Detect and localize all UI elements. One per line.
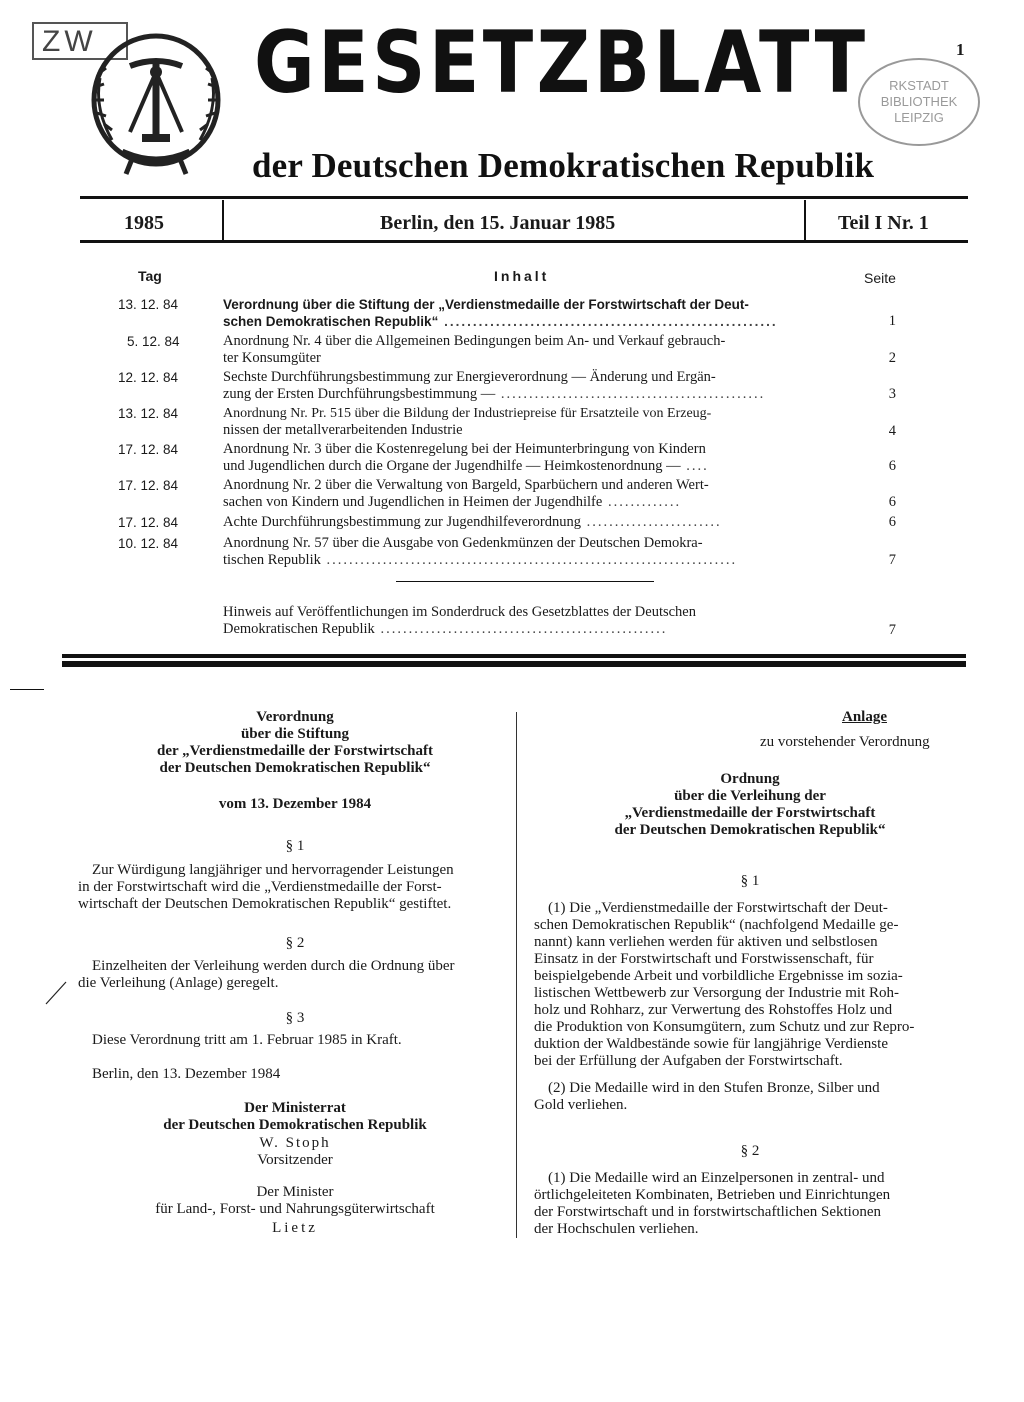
toc-date: 10. 12. 84 [118,536,179,551]
toc-title-line1: Anordnung Nr. 4 über die Allgemeinen Bedingungen beim An- und Verkauf gebrauch- [223,333,726,349]
toc-title-line2: sachen von Kindern und Jugendlichen in Heimen der Jugendhilfe [223,494,603,510]
toc-dot-leader: ................................................... [374,621,668,637]
toc-title-line2: zung der Ersten Durchführungsbestimmung — [223,386,496,402]
signature-council [70,1100,520,1134]
heading-line: Verordnung [256,709,334,725]
section-2-text [78,958,510,992]
issue-bar-top-rule [80,196,968,199]
toc-date: 12. 12. 84 [118,370,179,385]
toc-page: 6 [888,458,896,474]
toc-column-page: Seite [864,270,896,286]
text-line: beispielgebende Arbeit und vorbildliche Ergebnisse im sozia- [534,968,903,984]
toc-title-line1: Anordnung Nr. Pr. 515 über die Bildung der Industriepreise für Ersatzteile von Erzeug- [223,406,712,421]
heading-line: über die Verleihung der [674,788,826,804]
text-line: nannt) kann verliehen werden für aktiven und selbstlosen [534,934,878,950]
toc-column-day: Tag [138,268,162,284]
toc-title-line1: Anordnung Nr. 57 über die Ausgabe von Gedenkmünzen der Deutschen Demokra- [223,535,703,551]
text-line: (1) Die „Verdienstmedaille der Forstwirtschaft der Deut- [548,900,888,916]
toc-page: 7 [888,552,896,568]
toc-note-line1: Hinweis auf Veröffentlichungen im Sonderdruck des Gesetzblattes der Deutschen [223,604,696,620]
text-line: der Hochschulen verliehen. [534,1221,699,1237]
toc-page: 3 [888,386,896,402]
annex-section-1-para-2 [534,1080,966,1114]
text-line: wirtschaft der Deutschen Demokratischen Republik“ gestiftet. [78,896,452,912]
text-line: der Forstwirtschaft und in forstwirtschaftlichen Sektionen [534,1204,882,1220]
heading-line: Ordnung [720,771,780,787]
state-emblem-icon [86,28,226,178]
toc-dot-leader: ......................................................................... [320,552,738,568]
page-number: 1 [956,40,965,59]
section-2-label: § 2 [285,935,305,951]
text-line: Zur Würdigung langjähriger und hervorragender Leistungen [92,862,454,878]
toc-page: 2 [888,350,896,366]
toc-title-line2: tischen Republik [223,552,321,568]
text-line: Einzelheiten der Verleihung werden durch die Ordnung über [92,958,455,974]
annex-section-1-para-1 [534,900,966,1070]
issue-bar-bottom-rule [80,240,968,243]
annex-section-1-label: § 1 [740,873,760,889]
heading-line: der Deutschen Demokratischen Republik“ [159,760,431,776]
signatory-name: W. Stoph [259,1135,331,1151]
section-1-text [78,862,510,913]
library-stamp [858,58,980,146]
right-heading [530,771,970,839]
annex-section-2-para-1 [534,1170,966,1238]
signature-minister [70,1184,520,1218]
toc-title-line2: und Jugendlichen durch die Organe der Jugendhilfe — Heimkostenordnung — [223,458,681,474]
text-line: holz und Rohharz, zur Verwertung des Rohstoffes Holz und [534,1002,893,1018]
signature-line: für Land-, Forst- und Nahrungsgüterwirtschaft [155,1201,435,1217]
toc-date: 17. 12. 84 [118,478,179,493]
toc-page: 7 [888,622,896,638]
toc-title-line1: Sechste Durchführungsbestimmung zur Energieverordnung — Änderung und Ergän- [223,369,716,385]
decree-place-date: Berlin, den 13. Dezember 1984 [92,1066,281,1082]
section-rule [62,654,966,658]
text-line: listischen Wettbewerb zur Versorgung der Industrie mit Roh- [534,985,899,1001]
margin-mark [10,689,44,690]
toc-separator [396,581,654,582]
section-1-label: § 1 [285,838,305,854]
toc-dot-leader: ............................................... [495,386,766,402]
toc-date: 17. 12. 84 [118,442,179,457]
text-line: Einsatz in der Forstwirtschaft und Forstwissenschaft, für [534,951,874,967]
heading-line: der Deutschen Demokratischen Republik“ [614,822,886,838]
toc-title-line2: nissen der metallverarbeitenden Industrie [223,422,463,438]
text-line: in der Forstwirtschaft wird die „Verdienstmedaille der Forst- [78,879,442,895]
toc-date: 13. 12. 84 [118,297,179,312]
toc-column-content: Inhalt [494,268,550,284]
annex-subtitle: zu vorstehender Verordnung [760,734,930,750]
text-line: die Produktion von Konsumgütern, zum Schutz und zur Repro- [534,1019,915,1035]
toc-page: 6 [888,494,896,510]
issue-place-date: Berlin, den 15. Januar 1985 [380,212,616,234]
text-line: duktion der Waldbestände sowie für langjährige Verdienste [534,1036,888,1052]
text-line: (1) Die Medaille wird an Einzelpersonen in zentral- und [548,1170,885,1186]
heading-line: über die Stiftung [240,726,350,742]
issue-bar-divider [804,200,806,240]
issue-bar-divider [222,200,224,240]
toc-note-line2: Demokratischen Republik [223,621,375,637]
toc-dot-leader: .... [680,458,709,474]
toc-page: 6 [888,514,896,530]
annex-label: Anlage [842,709,887,725]
toc-title-line1: Anordnung Nr. 2 über die Verwaltung von Bargeld, Sparbüchern und anderen Wert- [223,477,709,493]
signature-line: der Deutschen Demokratischen Republik [163,1117,427,1133]
section-3-text: Diese Verordnung tritt am 1. Februar 1985 in Kraft. [92,1032,402,1048]
toc-dot-leader: ........................ [580,514,722,530]
section-3-label: § 3 [285,1010,305,1026]
library-stamp-line: RKSTADT [889,78,949,93]
library-stamp-line: BIBLIOTHEK [880,94,958,109]
section-rule [62,661,966,667]
gazette-title: GESETZBLATT [254,13,869,113]
toc-page: 4 [888,423,896,439]
toc-date: 17. 12. 84 [118,515,179,530]
archive-stamp: ZW [32,22,128,60]
gazette-subtitle: der Deutschen Demokratischen Republik [252,146,875,185]
issue-year: 1985 [124,212,164,234]
toc-date: 13. 12. 84 [118,406,179,421]
text-line: die Verleihung (Anlage) geregelt. [78,975,279,991]
issue-part: Teil I Nr. 1 [838,212,929,234]
toc-title-line1: Achte Durchführungsbestimmung zur Jugendhilfeverordnung [223,514,581,530]
toc-page: 1 [888,313,896,329]
toc-dot-leader: .......................................................... [438,314,778,329]
toc-title-line2: schen Demokratischen Republik“ [223,314,439,329]
toc-date: 5. 12. 84 [127,334,180,349]
text-line: Gold verliehen. [534,1097,628,1113]
signature-line: Der Minister [256,1184,334,1200]
left-heading [70,709,520,777]
annex-section-2-label: § 2 [740,1143,760,1159]
toc-title-line1: Anordnung Nr. 3 über die Kostenregelung bei der Heimunterbringung von Kindern [223,441,706,457]
heading-line: der „Verdienstmedaille der Forstwirtschaft [157,743,433,759]
signatory-name: Lietz [272,1220,318,1236]
margin-slash-mark [44,980,68,1006]
toc-title-line1: Verordnung über die Stiftung der „Verdienstmedaille der Forstwirtschaft der Deut- [223,297,749,312]
library-stamp-line: LEIPZIG [894,110,944,125]
text-line: bei der Erfüllung der Aufgaben der Forstwirtschaft. [534,1053,843,1069]
signatory-role: Vorsitzender [257,1152,333,1168]
toc-dot-leader: ............. [602,494,682,510]
decree-date: vom 13. Dezember 1984 [218,796,372,812]
toc-title-line2: ter Konsumgüter [223,350,321,366]
text-line: örtlichgeleiteten Kombinaten, Betrieben und Einrichtungen [534,1187,891,1203]
heading-line: „Verdienstmedaille der Forstwirtschaft [624,805,876,821]
text-line: (2) Die Medaille wird in den Stufen Bronze, Silber und [548,1080,880,1096]
signature-line: Der Ministerrat [244,1100,346,1116]
text-line: schen Demokratischen Republik“ (nachfolgend Medaille ge- [534,917,899,933]
